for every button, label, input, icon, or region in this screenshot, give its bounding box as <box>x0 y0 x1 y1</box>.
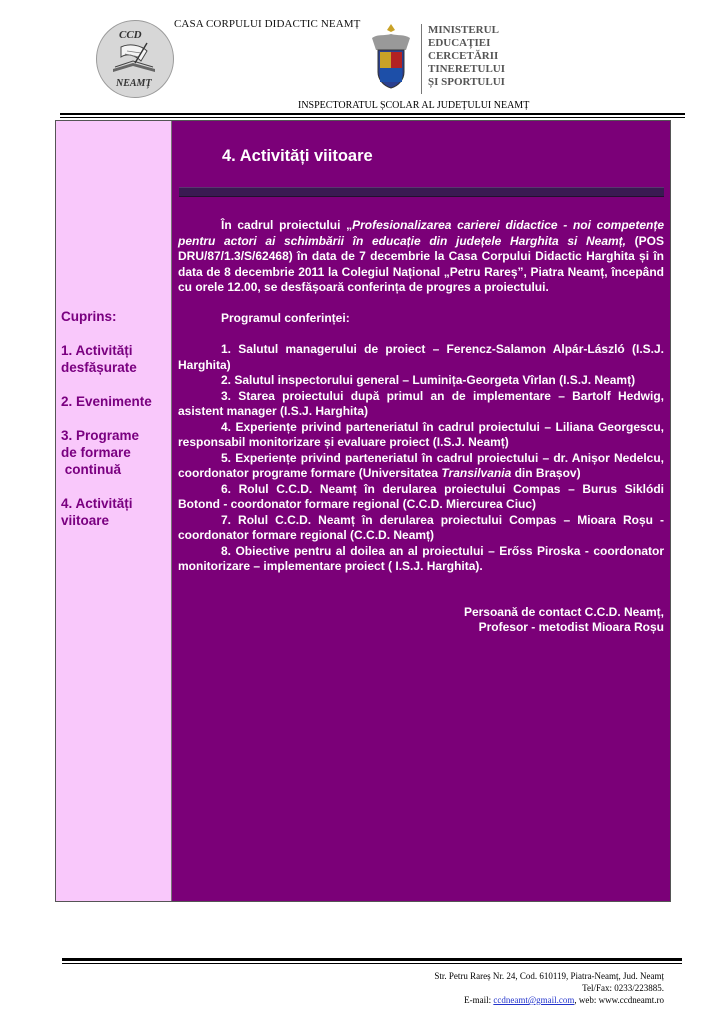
toc-item-line: 4. Activități <box>61 496 133 511</box>
email-label: E-mail: <box>464 995 494 1005</box>
footer-email-web <box>434 994 664 1006</box>
romania-coat-of-arms-icon <box>368 20 414 94</box>
contact-line: Persoană de contact C.C.D. Neamț, <box>463 604 664 619</box>
program-item <box>178 451 664 482</box>
program-item: 1. Salutul managerului de proiect – Ferencz-Salamon Alpár-László (I.S.J. Harghita) <box>178 342 664 372</box>
ministry-name <box>421 24 508 94</box>
heading-divider-bar <box>179 187 664 197</box>
program-item: 6. Rolul C.C.D. Neamț în derularea proiectului Compas – Burus Siklódi Botond - coordonator formare regional (C.C.D. Miercurea Ciuc) <box>178 481 664 511</box>
header-divider <box>60 113 685 115</box>
toc-title: Cuprins: <box>61 309 117 324</box>
article-body <box>178 218 664 636</box>
toc-item-programe-formare[interactable] <box>61 427 152 478</box>
toc <box>61 308 152 529</box>
toc-sidebar <box>56 121 172 901</box>
institution-name: CASA CORPULUI DIDACTIC NEAMȚ <box>174 18 361 30</box>
intro-prefix: În cadrul proiectului „ <box>221 218 353 232</box>
footer-phone: Tel/Fax: 0233/223885. <box>582 983 664 993</box>
toc-item-line: 3. Programe <box>61 428 140 443</box>
toc-item-activitati-viitoare[interactable] <box>61 495 152 529</box>
toc-item-line: viitoare <box>61 513 110 528</box>
email-link[interactable]: ccdneamt@gmail.com <box>493 995 575 1005</box>
intro-rest: (POS DRU/87/1.3/S/62468) în data de 7 decembrie la Casa Corpului Didactic Harghita și în data de 8 decembrie 2011 la Colegiul Național „Petru Rareș”, Piatra Neamț, începând cu orele 12.00, se desfășoară conferința de progres a proiectului. <box>178 233 665 294</box>
program-item-text: 5. Experiențe privind parteneriatul în cadrul proiectului – dr. Anișor Nedelcu, coordonator programe formare <box>178 450 664 480</box>
logo-abbr: CCD <box>119 29 142 41</box>
article-panel <box>172 121 670 901</box>
program-title: Programul conferinței: <box>221 311 350 325</box>
footer-address: Str. Petru Rareș Nr. 24, Cod. 610119, Piatra-Neamț, Jud. Neamț <box>434 971 664 981</box>
footer-contact <box>434 970 664 1006</box>
toc-item-line: desfășurate <box>61 360 137 375</box>
inspectorate-name: INSPECTORATUL ȘCOLAR AL JUDEȚULUI NEAMȚ <box>298 100 530 111</box>
header-divider-thin <box>60 117 685 118</box>
program-item: 7. Rolul C.C.D. Neamț în derularea proiectului Compas – Mioara Roșu - coordonator formare regional (C.C.D. Neamț) <box>178 512 664 542</box>
footer-divider-thin <box>62 963 682 964</box>
program-item-text: (Universitatea <box>358 466 442 480</box>
ministry-line: ȘI SPORTULUI <box>428 76 505 88</box>
ministry-line: TINERETULUI <box>428 63 506 75</box>
project-name: Profesionalizarea carierei didactice - noi competențe pentru actori ai schimbării în educație din județele Harghita si Neamț, <box>178 218 664 248</box>
contact-line: Profesor - metodist Mioara Roșu <box>478 620 664 634</box>
program-item: 2. Salutul inspectorului general – Luminița-Georgeta Vîrlan (I.S.J. Neamț) <box>221 373 636 387</box>
footer-divider <box>62 958 682 961</box>
toc-item-line: continuă <box>61 462 121 477</box>
toc-item-line: 2. Evenimente <box>61 394 152 409</box>
logo-town: NEAMȚ <box>116 78 152 89</box>
toc-item-line: 1. Activități <box>61 343 133 358</box>
ministry-line: EDUCAȚIEI <box>428 37 491 49</box>
newsletter-frame <box>55 120 671 902</box>
ccd-logo <box>96 20 174 98</box>
program-item-text: din Brașov) <box>511 466 581 480</box>
university-name: Transilvania <box>441 466 512 480</box>
program-item: 8. Obiective pentru al doilea an al proiectului – Erőss Piroska - coordonator monitorizare – implementare proiect ( I.S.J. Harghita). <box>178 543 664 573</box>
toc-item-activitati-desfasurate[interactable] <box>61 342 152 376</box>
ministry-line: MINISTERUL <box>428 24 499 36</box>
article-heading: 4. Activități viitoare <box>222 147 373 165</box>
toc-item-evenimente[interactable] <box>61 393 152 410</box>
program-item: 4. Experiențe privind parteneriatul în cadrul proiectului – Liliana Georgescu, responsabil monitorizare și evaluare proiect (I.S.J. Neamț) <box>178 419 664 449</box>
ministry-line: CERCETĂRII <box>428 50 499 62</box>
book-pen-icon <box>107 39 163 79</box>
web-label: , web: www.ccdneamt.ro <box>574 995 664 1005</box>
intro-paragraph <box>178 218 664 296</box>
toc-item-line: de formare <box>61 445 131 460</box>
program-item: 3. Starea proiectului după primul an de implementare – Bartolf Hedwig, asistent manager (I.S.J. Harghita) <box>178 388 664 418</box>
